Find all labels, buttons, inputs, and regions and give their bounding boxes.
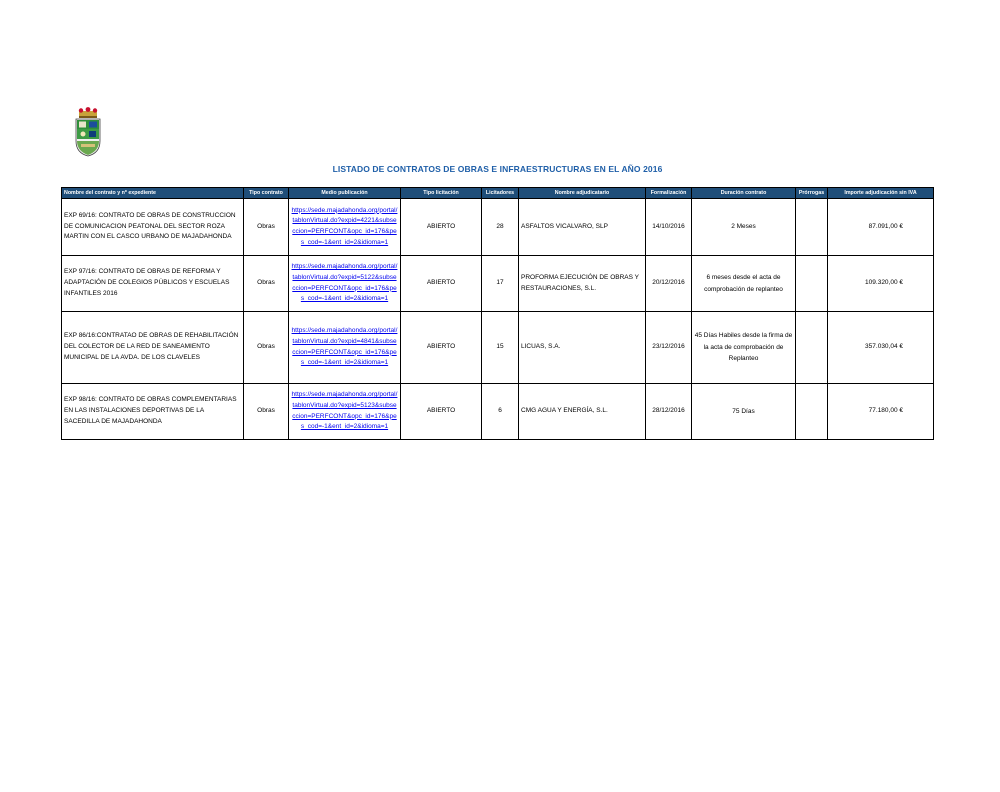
contract-name-cell: EXP 86/16:CONTRATAO DE OBRAS DE REHABILITACIÓN DEL COLECTOR DE LA RED DE SANEAMIENTO MUNICIPAL DE LA AVDA. DE LOS CLAVELES — [62, 312, 244, 384]
publication-cell — [289, 199, 401, 256]
municipal-crest-logo — [74, 107, 102, 157]
awardee-cell: ASFALTOS VICALVARO, SLP — [519, 199, 646, 256]
table-row — [62, 199, 934, 256]
table-header-row — [62, 188, 934, 199]
column-header-prorrogas: Prórrogas — [796, 188, 828, 199]
column-header-licitadores: Licitadores — [482, 188, 519, 199]
formalization-date-cell: 28/12/2016 — [646, 384, 692, 440]
publication-link[interactable]: https://sede.majadahonda.org/portal/tablonVirtual.do?expid=4221&subseccion=PERFCONT&opc_id=176&pes_cod=-1&ent_id=2&idioma=1 — [291, 206, 398, 246]
publication-link[interactable]: https://sede.majadahonda.org/portal/tablonVirtual.do?expid=5122&subseccion=PERFCONT&opc_id=176&pes_cod=-1&ent_id=2&idioma=1 — [291, 263, 398, 303]
publication-cell — [289, 256, 401, 312]
table-row — [62, 312, 934, 384]
awardee-cell: CMG AGUA Y ENERGÍA, S.L. — [519, 384, 646, 440]
column-header-licitacion: Tipo licitación — [401, 188, 482, 199]
bidders-cell: 6 — [482, 384, 519, 440]
duration-cell: 6 meses desde el acta de comprobación de replanteo — [692, 256, 796, 312]
column-header-adjudicatario: Nombre adjudicatario — [519, 188, 646, 199]
duration-cell: 75 Días — [692, 384, 796, 440]
document-title: LISTADO DE CONTRATOS DE OBRAS E INFRAESTRUCTURAS EN EL AÑO 2016 — [332, 164, 663, 174]
extensions-cell — [796, 312, 828, 384]
extensions-cell — [796, 256, 828, 312]
duration-cell: 2 Meses — [692, 199, 796, 256]
table-row — [62, 256, 934, 312]
column-header-tipo: Tipo contrato — [244, 188, 289, 199]
publication-cell — [289, 384, 401, 440]
contract-type-cell: Obras — [244, 199, 289, 256]
column-header-formalizacion: Formalización — [646, 188, 692, 199]
formalization-date-cell: 20/12/2016 — [646, 256, 692, 312]
publication-link[interactable]: https://sede.majadahonda.org/portal/tablonVirtual.do?expid=5123&subseccion=PERFCONT&opc_id=176&pes_cod=-1&ent_id=2&idioma=1 — [291, 391, 398, 431]
publication-link[interactable]: https://sede.majadahonda.org/portal/tablonVirtual.do?expid=4841&subseccion=PERFCONT&opc_id=176&pes_cod=-1&ent_id=2&idioma=1 — [291, 327, 398, 367]
amount-cell: 77.180,00 € — [828, 384, 934, 440]
tender-type-cell: ABIERTO — [401, 256, 482, 312]
awardee-cell: PROFORMA EJECUCIÓN DE OBRAS Y RESTAURACIONES, S.L. — [519, 256, 646, 312]
column-header-importe: Importe adjudicación sin IVA — [828, 188, 934, 199]
tender-type-cell: ABIERTO — [401, 312, 482, 384]
column-header-duracion: Duración contrato — [692, 188, 796, 199]
tender-type-cell: ABIERTO — [401, 384, 482, 440]
amount-cell: 87.091,00 € — [828, 199, 934, 256]
awardee-cell: LICUAS, S.A. — [519, 312, 646, 384]
amount-cell: 109.320,00 € — [828, 256, 934, 312]
duration-cell: 45 Días Habiles desde la firma de la acta de comprobación de Replanteo — [692, 312, 796, 384]
tender-type-cell: ABIERTO — [401, 199, 482, 256]
bidders-cell: 28 — [482, 199, 519, 256]
table-row — [62, 384, 934, 440]
contract-name-cell: EXP 98/16: CONTRATO DE OBRAS COMPLEMENTARIAS EN LAS INSTALACIONES DEPORTIVAS DE LA SACEDILLA DE MAJADAHONDA — [62, 384, 244, 440]
formalization-date-cell: 14/10/2016 — [646, 199, 692, 256]
publication-cell — [289, 312, 401, 384]
contracts-table — [61, 187, 934, 440]
contract-type-cell: Obras — [244, 256, 289, 312]
amount-cell: 357.030,04 € — [828, 312, 934, 384]
column-header-nombre: Nombre del contrato y nº expediente — [62, 188, 244, 199]
bidders-cell: 15 — [482, 312, 519, 384]
extensions-cell — [796, 199, 828, 256]
contract-type-cell: Obras — [244, 312, 289, 384]
contract-type-cell: Obras — [244, 384, 289, 440]
column-header-medio: Medio publicación — [289, 188, 401, 199]
extensions-cell — [796, 384, 828, 440]
contract-name-cell: EXP 69/16: CONTRATO DE OBRAS DE CONSTRUCCION DE COMUNICACION PEATONAL DEL SECTOR ROZA MARTIN CON EL CASCO URBANO DE MAJADAHONDA — [62, 199, 244, 256]
formalization-date-cell: 23/12/2016 — [646, 312, 692, 384]
bidders-cell: 17 — [482, 256, 519, 312]
contract-name-cell: EXP 97/16: CONTRATO DE OBRAS DE REFORMA Y ADAPTACIÓN DE COLEGIOS PÚBLICOS Y ESCUELAS INFANTILES 2016 — [62, 256, 244, 312]
